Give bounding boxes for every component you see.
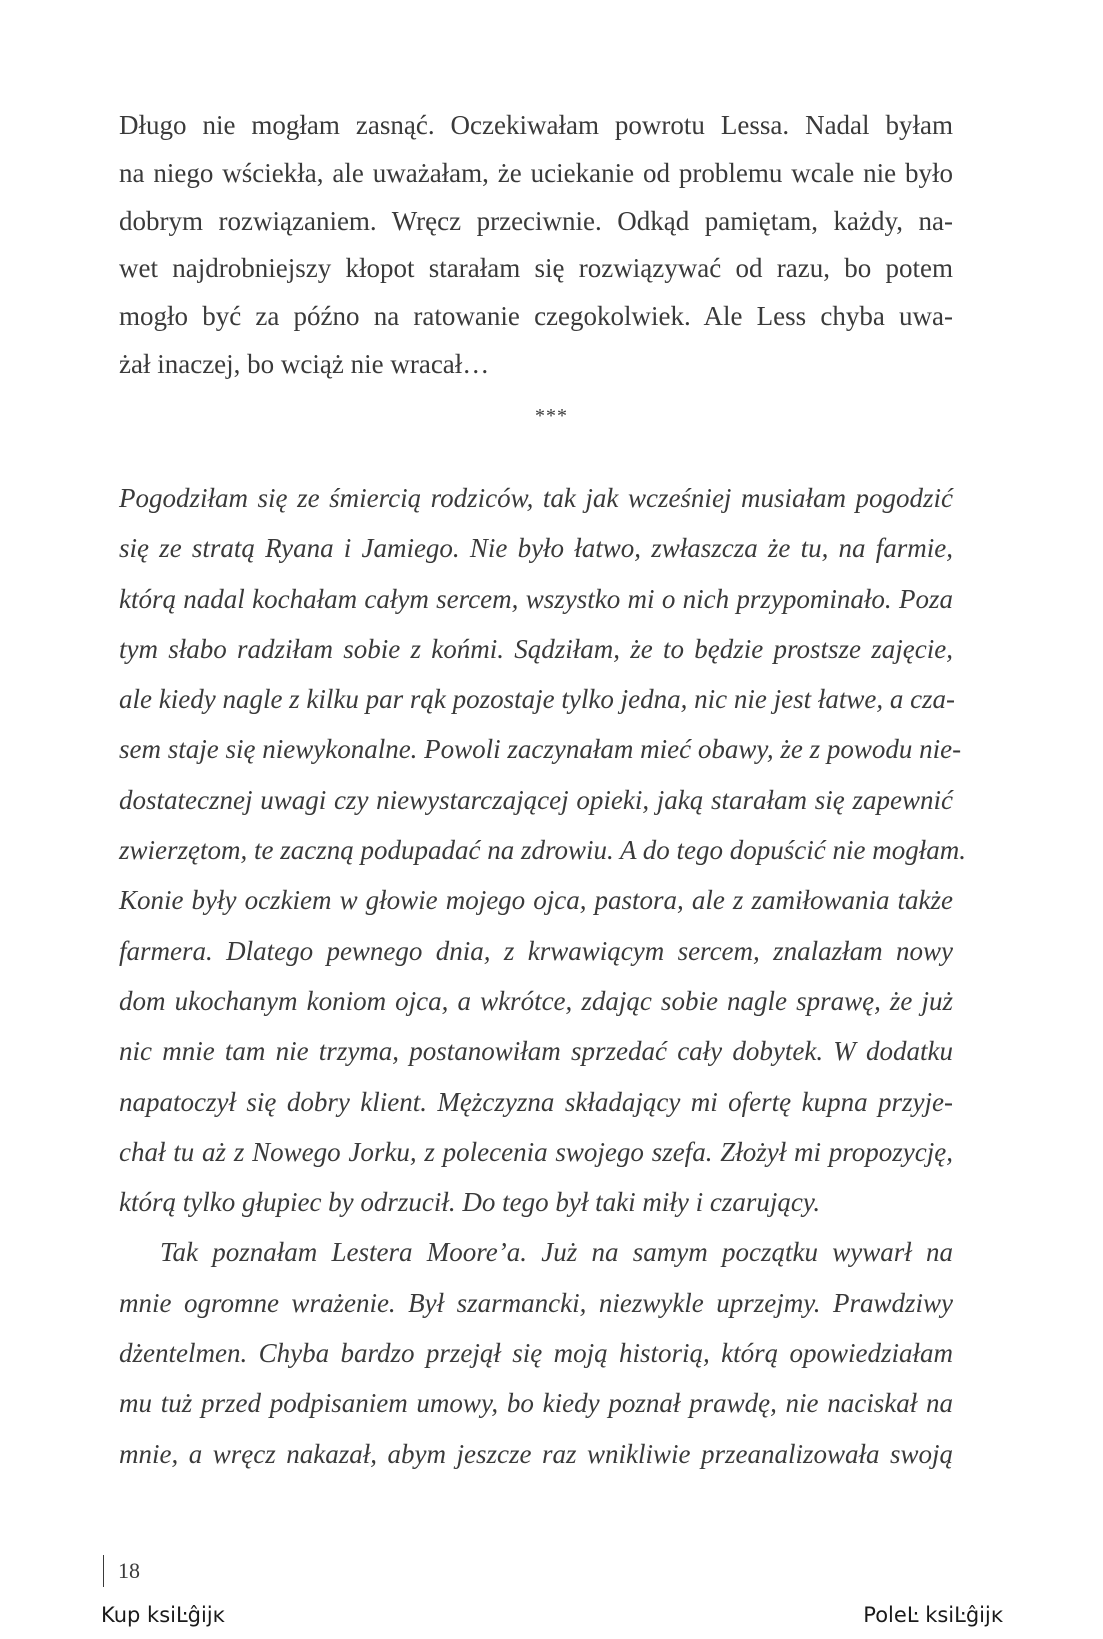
text-line: dobrym rozwiązaniem. Wręcz przeciwnie. Odkąd pamiętam, każdy, na- <box>119 205 953 236</box>
text-line: sem staje się niewykonalne. Powoli zaczynałam mieć obawy, że z powodu nie- <box>119 734 962 765</box>
section-separator: *** <box>535 405 568 427</box>
text-line: Pogodziłam się ze śmiercią rodziców, tak jak wcześniej musiałam pogodzić <box>119 483 953 513</box>
text-line: Konie były oczkiem w głowie mojego ojca, pastora, ale z zamiłowania także <box>119 885 953 916</box>
text-line: Tak poznałam Lestera Moore’a. Już na samym początku wywarł na <box>160 1237 953 1268</box>
text-line: wet najdrobniejszy kłopot starałam się rozwiązywać od razu, bo potem <box>119 253 953 284</box>
text-line: dostatecznej uwagi czy niewystarczającej opieki, jaką starałam się zapewnić <box>119 784 953 815</box>
text-line: dżentelmen. Chyba bardzo przejął się moją historią, którą opowiedziałam <box>119 1338 953 1369</box>
text-line: napatoczył się dobry klient. Mężczyzna składający mi ofertę kupna przyje- <box>119 1086 953 1117</box>
buy-book-link[interactable]: Kup ksiĿĝĳĸ <box>101 1603 225 1627</box>
text-line: mnie, a wręcz nakazał, abym jeszcze raz wnikliwie przeanalizowała swoją <box>119 1438 953 1469</box>
text-line: ale kiedy nagle z kilku par rąk pozostaje tylko jedna, nic nie jest łatwe, a cza- <box>119 684 956 715</box>
paragraph-upright <box>119 102 953 389</box>
text-line: mu tuż przed podpisaniem umowy, bo kiedy poznał prawdę, nie naciskał na <box>119 1388 953 1419</box>
text-line: którą tylko głupiec by odrzucił. Do tego był taki miły i czarujący. <box>119 1187 821 1218</box>
recommend-book-link[interactable]: PoleĿ ksiĿĝĳĸ <box>863 1603 1003 1627</box>
page-number-rule <box>103 1555 104 1587</box>
text-line: mnie ogromne wrażenie. Był szarmancki, niezwykle uprzejmy. Prawdziwy <box>119 1287 953 1318</box>
text-line: farmera. Dlatego pewnego dnia, z krwawiącym sercem, znalazłam nowy <box>119 935 953 966</box>
text-line: dom ukochanym koniom ojca, a wkrótce, zdając sobie nagle sprawę, że już <box>119 985 953 1016</box>
text-line: tym słabo radziłam sobie z końmi. Sądziłam, że to będzie prostsze zajęcie, <box>119 633 953 664</box>
text-line: na niego wściekła, ale uważałam, że uciekanie od problemu wcale nie było <box>119 157 953 188</box>
page-number: 18 <box>118 1558 140 1583</box>
text-line: żał inaczej, bo wciąż nie wracał… <box>119 348 490 379</box>
paragraph-italic <box>119 473 966 1479</box>
text-line: Długo nie mogłam zasnąć. Oczekiwałam powrotu Lessa. Nadal byłam <box>119 110 953 140</box>
page-number-area <box>103 1555 140 1587</box>
text-line: nic mnie tam nie trzyma, postanowiłam sprzedać cały dobytek. W dodatku <box>119 1036 953 1067</box>
text-line: zwierzętom, te zaczną podupadać na zdrowiu. A do tego dopuścić nie mogłam. <box>119 835 966 866</box>
text-line: którą nadal kochałam całym sercem, wszystko mi o nich przypominało. Poza <box>119 583 953 614</box>
text-line: mogło być za późno na ratowanie czegokolwiek. Ale Less chyba uwa- <box>119 301 953 332</box>
text-line: się ze stratą Ryana i Jamiego. Nie było łatwo, zwłaszcza że tu, na farmie, <box>119 533 953 564</box>
text-line: chał tu aż z Nowego Jorku, z polecenia swojego szefa. Złożył mi propozycję, <box>119 1136 953 1167</box>
